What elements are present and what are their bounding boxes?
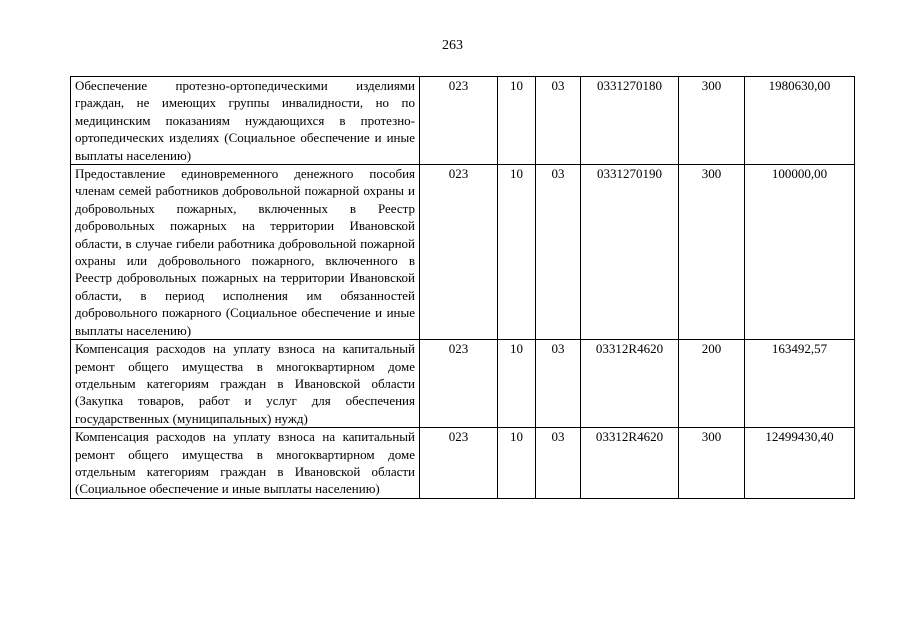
row-description: Компенсация расходов на уплату взноса на капитальный ремонт общего имущества в многоквартирном доме отдельным категориям граждан в Ивановской области (Социальное обеспечение и иные выплаты населению) [71,428,420,499]
expense-type-code: 300 [679,77,745,165]
amount-value: 100000,00 [745,165,855,340]
table-row [71,428,855,499]
amount-value: 163492,57 [745,340,855,428]
table-row [71,77,855,165]
target-article-code: 03312R4620 [581,340,679,428]
table-row [71,165,855,340]
budget-table [70,76,855,499]
page-number: 263 [442,38,463,53]
row-description: Компенсация расходов на уплату взноса на капитальный ремонт общего имущества в многоквартирном доме отдельным категориям граждан в Ивановской области (Закупка товаров, работ и услуг для обеспечения государственных (муниципальных) нужд) [71,340,420,428]
subsection-code: 03 [536,340,581,428]
expense-type-code: 300 [679,165,745,340]
section-code: 10 [498,77,536,165]
ministry-code: 023 [420,165,498,340]
row-description: Предоставление единовременного денежного пособия членам семей работников добровольной пожарной охраны и добровольных пожарных, включенных в Реестр добровольных пожарных на территории Ивановской области, в случае гибели работника добровольной пожарной охраны или добровольного пожарного, включенного в Реестр добровольных пожарных на территории Ивановской области, в период исполнения им обязанностей добровольного пожарного (Социальное обеспечение и иные выплаты населению) [71,165,420,340]
section-code: 10 [498,340,536,428]
expense-type-code: 200 [679,340,745,428]
ministry-code: 023 [420,77,498,165]
target-article-code: 03312R4620 [581,428,679,499]
amount-value: 12499430,40 [745,428,855,499]
subsection-code: 03 [536,77,581,165]
section-code: 10 [498,428,536,499]
target-article-code: 0331270180 [581,77,679,165]
ministry-code: 023 [420,340,498,428]
amount-value: 1980630,00 [745,77,855,165]
section-code: 10 [498,165,536,340]
subsection-code: 03 [536,428,581,499]
row-description: Обеспечение протезно-ортопедическими изделиями граждан, не имеющих группы инвалидности, но по медицинским показаниям нуждающихся в протезно-ортопедических изделиях (Социальное обеспечение и иные выплаты населению) [71,77,420,165]
table-row [71,340,855,428]
target-article-code: 0331270190 [581,165,679,340]
expense-type-code: 300 [679,428,745,499]
subsection-code: 03 [536,165,581,340]
ministry-code: 023 [420,428,498,499]
